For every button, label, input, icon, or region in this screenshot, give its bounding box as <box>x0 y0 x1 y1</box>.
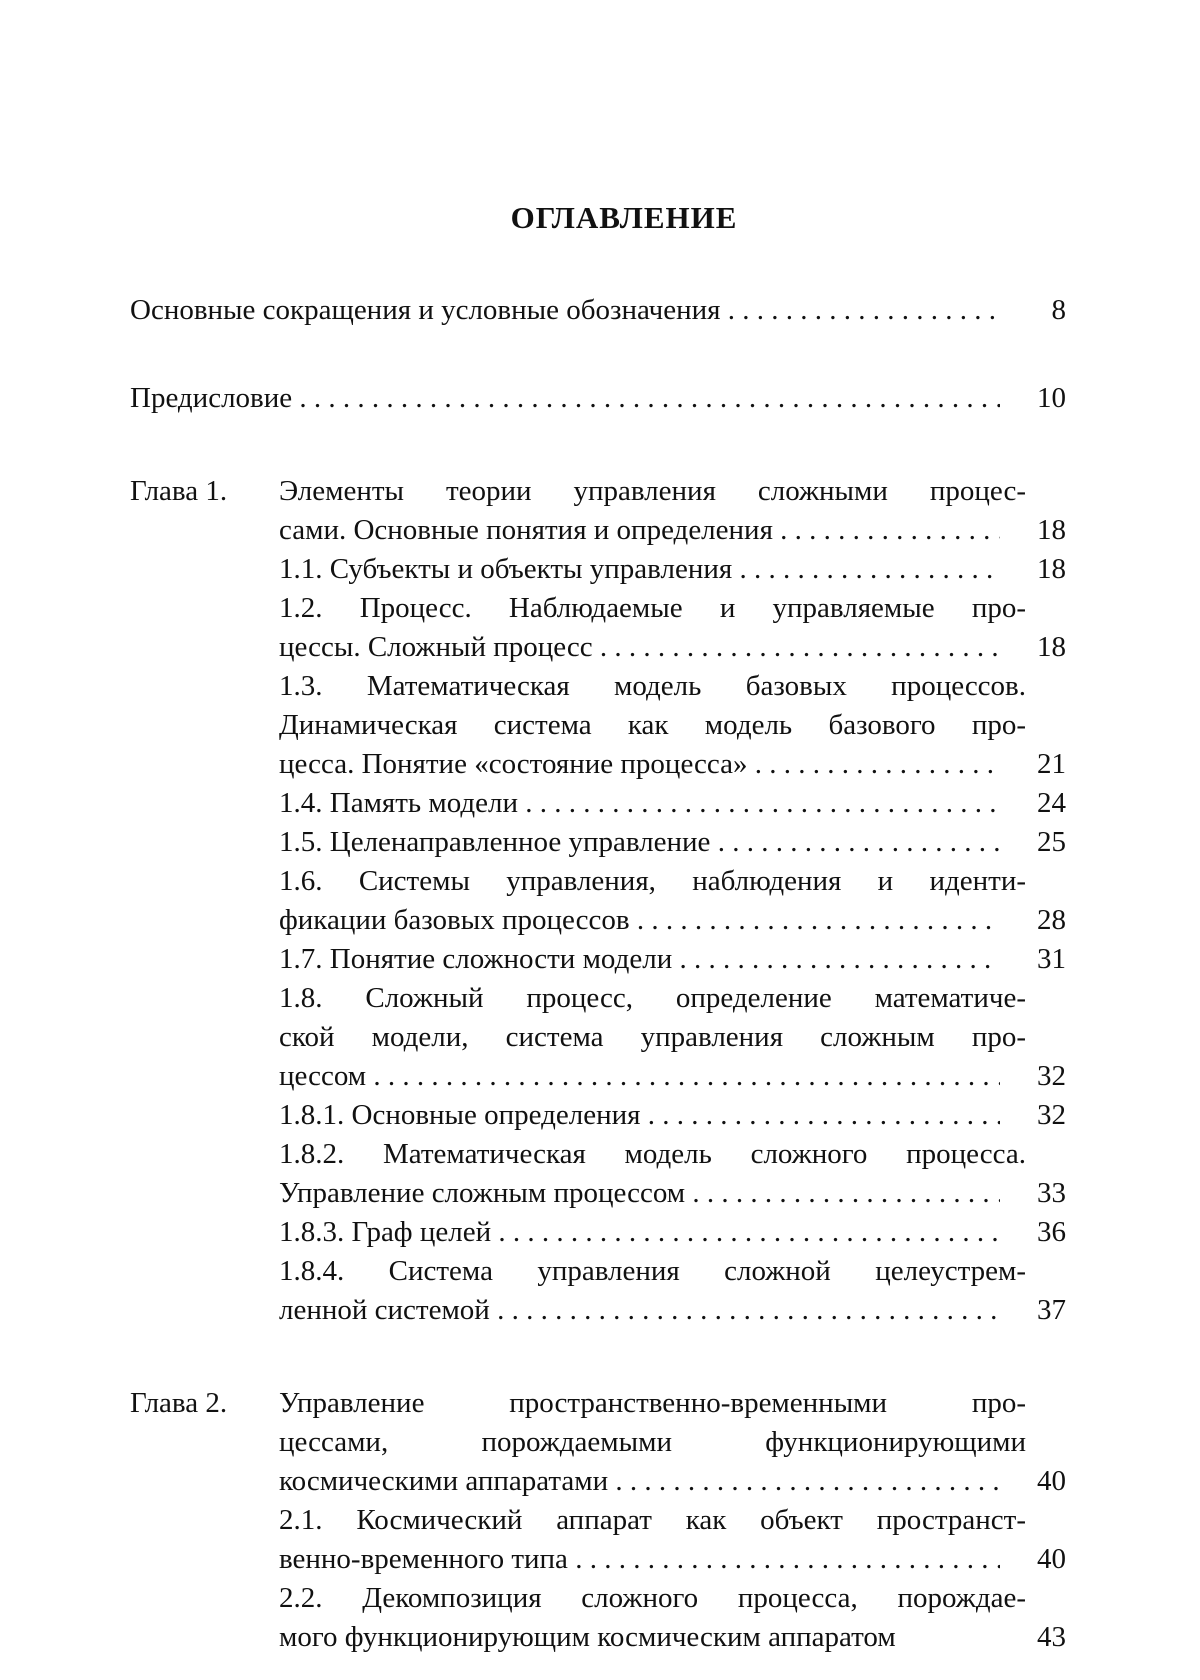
toc-entry-title-line: 1.8. Сложный процесс, определение математиче- <box>279 982 1026 1014</box>
toc-entry-title-line: 2.1. Космический аппарат как объект пространст- <box>279 1504 1026 1536</box>
toc-entry-title: 1.1. Субъекты и объекты управления . . . <box>279 550 1000 589</box>
toc-page-number: 21 <box>1037 748 1066 780</box>
toc-page-number: 31 <box>1037 943 1066 975</box>
toc-entry-title: 1.8.3. Граф целей . . . <box>279 1213 1000 1252</box>
toc-entry-title-line: ленной системой . . . <box>279 1291 1000 1330</box>
toc-entry-last-line <box>279 901 1066 940</box>
toc-page-number: 8 <box>1051 294 1066 326</box>
toc-entry-title-line: цесcы. Сложный процесс . . . <box>279 628 1000 667</box>
toc-entry-title-line: цессом . . . <box>279 1057 1000 1096</box>
toc-entry-title-line: Управление пространственно-временными про- <box>279 1387 1026 1419</box>
toc-entry-title-line: Элементы теории управления сложными процес- <box>279 475 1026 507</box>
toc-entry-title-line: 1.3. Математическая модель базовых процессов. <box>279 670 1026 702</box>
toc-entry-title-line: сами. Основные понятия и определения . . . <box>279 511 1000 550</box>
toc-entry-title-line: 2.2. Декомпозиция сложного процесса, порождае- <box>279 1582 1026 1614</box>
toc-page-number: 36 <box>1037 1216 1066 1248</box>
toc-entry-last-line <box>279 1540 1066 1579</box>
toc-entry-title: 1.4. Память модели . . . <box>279 784 1000 823</box>
toc-page-number: 18 <box>1037 514 1066 546</box>
toc-page-number: 18 <box>1037 631 1066 663</box>
toc-page-number: 18 <box>1037 553 1066 585</box>
toc-entry-section-1-4[interactable] <box>279 784 1066 823</box>
toc-entry-title-line: 1.8.2. Математическая модель сложного процесса. <box>279 1138 1026 1170</box>
toc-entry-title-line: Управление сложным процессом . . . <box>279 1174 1000 1213</box>
toc-entry-title: 1.5. Целенаправленное управление . . . <box>279 823 1000 862</box>
toc-page-number: 40 <box>1037 1543 1066 1575</box>
toc-page-number: 43 <box>1037 1621 1066 1653</box>
toc-entry-section-1-8-1[interactable] <box>279 1096 1066 1135</box>
toc-entry-title-line: фикации базовых процессов . . . <box>279 901 1000 940</box>
toc-entry-title-line: космическими аппаратами . . . <box>279 1462 1000 1501</box>
toc-entry-abbreviations[interactable] <box>130 291 1066 330</box>
toc-page-number: 32 <box>1037 1099 1066 1131</box>
toc-entry-title: 1.7. Понятие сложности модели . . . <box>279 940 1000 979</box>
toc-entry-title-line: 1.6. Системы управления, наблюдения и иденти- <box>279 865 1026 897</box>
toc-entry-last-line <box>279 1174 1066 1213</box>
toc-entry-section-1-5[interactable] <box>279 823 1066 862</box>
toc-entry-last-line <box>279 1291 1066 1330</box>
toc-page-number: 40 <box>1037 1465 1066 1497</box>
toc-entry-title-line: Динамическая система как модель базового про- <box>279 709 1026 741</box>
toc-page-number: 10 <box>1037 382 1066 414</box>
toc-entry-section-1-8-3[interactable] <box>279 1213 1066 1252</box>
toc-entry-title: 1.8.1. Основные определения . . . <box>279 1096 1000 1135</box>
page-title: ОГЛАВЛЕНИЕ <box>510 200 738 235</box>
toc-entry-last-line <box>279 1462 1066 1501</box>
toc-entry-preface[interactable] <box>130 379 1066 418</box>
toc-entry-title-line: цессами, порождаемыми функционирующими <box>279 1426 1026 1458</box>
toc-page-number: 28 <box>1037 904 1066 936</box>
toc-entry-title-line: венно-временного типа . . . <box>279 1540 1000 1579</box>
toc-entry-title-line: 1.8.4. Система управления сложной целеустрем- <box>279 1255 1026 1287</box>
toc-entry-title-line: 1.2. Процесс. Наблюдаемые и управляемые про- <box>279 592 1026 624</box>
toc-entry-last-line <box>279 745 1066 784</box>
toc-entry-section-1-1[interactable] <box>279 550 1066 589</box>
toc-page-number: 33 <box>1037 1177 1066 1209</box>
toc-entry-title-line: цесса. Понятие «состояние процесса» . . . <box>279 745 1000 784</box>
toc-entry-last-line <box>279 1057 1066 1096</box>
toc-page-number: 37 <box>1037 1294 1066 1326</box>
chapter-label: Глава 1. <box>130 475 228 507</box>
toc-page-number: 24 <box>1037 787 1066 819</box>
toc-entry-title: Предисловие . . . <box>130 379 1000 418</box>
toc-entry-section-1-7[interactable] <box>279 940 1066 979</box>
toc-page-number: 32 <box>1037 1060 1066 1092</box>
chapter-label: Глава 2. <box>130 1387 228 1419</box>
toc-page-number: 25 <box>1037 826 1066 858</box>
toc-entry-last-line <box>279 511 1066 550</box>
toc-entry-last-line <box>279 628 1066 667</box>
toc-entry-title-line: мого функционирующим космическим аппаратом <box>279 1621 896 1653</box>
toc-entry-title: Основные сокращения и условные обозначения . . . <box>130 291 1000 330</box>
toc-entry-title-line: ской модели, система управления сложным про- <box>279 1021 1026 1053</box>
toc-entry-last-line <box>279 1618 1066 1657</box>
